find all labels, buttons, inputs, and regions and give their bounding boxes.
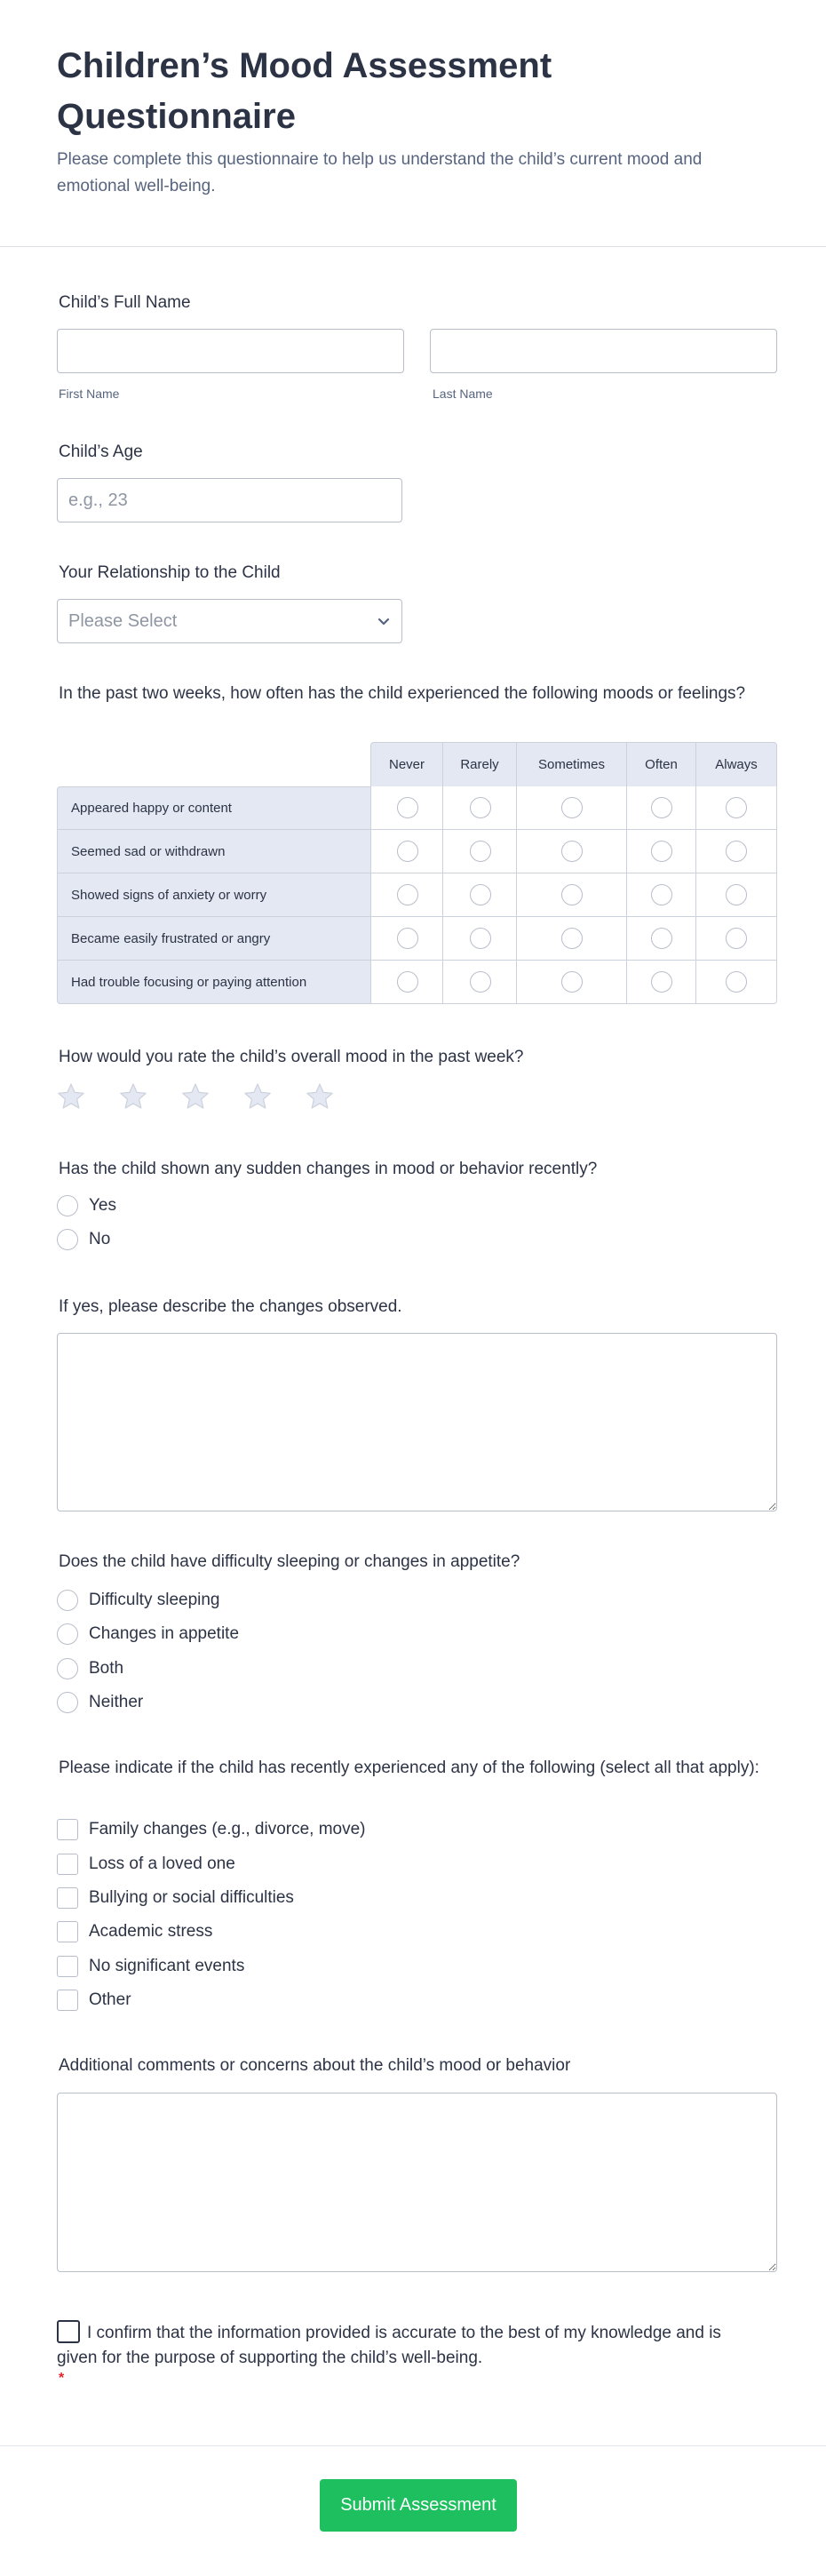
checkbox-no-events[interactable] xyxy=(57,1956,78,1977)
radio-both[interactable] xyxy=(57,1658,78,1679)
matrix-radio-focus-always[interactable] xyxy=(726,971,747,993)
relationship-selected-value: Please Select xyxy=(68,610,178,631)
footer-divider xyxy=(0,2445,826,2446)
checkbox-family-changes[interactable] xyxy=(57,1819,78,1840)
matrix-radio-anxiety-always[interactable] xyxy=(726,884,747,905)
checkbox-option-loss[interactable] xyxy=(57,1851,235,1878)
matrix-radio-sad-always[interactable] xyxy=(726,841,747,862)
matrix-radio-happy-never[interactable] xyxy=(397,797,418,818)
age-input[interactable] xyxy=(57,478,402,522)
experiences-question: Please indicate if the child has recently experienced any of the following (select all that apply): xyxy=(59,1759,759,1777)
matrix-col-always: Always xyxy=(695,742,777,786)
option-label: Bullying or social difficulties xyxy=(89,1888,294,1907)
last-name-input[interactable] xyxy=(430,329,777,373)
matrix-radio-focus-sometimes[interactable] xyxy=(561,971,583,993)
mood-matrix-question: In the past two weeks, how often has the child experienced the following moods or feelings? xyxy=(59,684,746,703)
matrix-row-label: Appeared happy or content xyxy=(57,786,370,830)
checkbox-bullying[interactable] xyxy=(57,1887,78,1909)
star-icon-2[interactable] xyxy=(119,1082,147,1111)
matrix-radio-happy-rarely[interactable] xyxy=(470,797,491,818)
relationship-label: Your Relationship to the Child xyxy=(59,563,281,582)
checkbox-option-no-events[interactable] xyxy=(57,1953,244,1980)
radio-changes-appetite[interactable] xyxy=(57,1623,78,1645)
matrix-radio-frustrated-often[interactable] xyxy=(651,928,672,949)
checkbox-option-academic-stress[interactable] xyxy=(57,1918,212,1945)
option-label: Neither xyxy=(89,1693,144,1711)
matrix-row-label: Had trouble focusing or paying attention xyxy=(57,961,370,1004)
option-label: Family changes (e.g., divorce, move) xyxy=(89,1820,366,1838)
checkbox-option-family-changes[interactable] xyxy=(57,1816,366,1843)
matrix-radio-focus-never[interactable] xyxy=(397,971,418,993)
checkbox-option-other[interactable] xyxy=(57,1987,131,2014)
checkbox-loss[interactable] xyxy=(57,1854,78,1875)
form-header xyxy=(0,0,826,247)
star-icon-1[interactable] xyxy=(57,1082,85,1111)
matrix-radio-focus-often[interactable] xyxy=(651,971,672,993)
matrix-radio-sad-rarely[interactable] xyxy=(470,841,491,862)
star-icon-5[interactable] xyxy=(306,1082,334,1111)
matrix-col-sometimes: Sometimes xyxy=(516,742,627,786)
matrix-radio-sad-often[interactable] xyxy=(651,841,672,862)
radio-neither[interactable] xyxy=(57,1692,78,1713)
matrix-radio-focus-rarely[interactable] xyxy=(470,971,491,993)
page-title: Children’s Mood Assessment Questionnaire xyxy=(57,46,552,136)
relationship-select[interactable] xyxy=(57,599,402,643)
describe-changes-label: If yes, please describe the changes observed. xyxy=(59,1297,402,1316)
radio-option-both[interactable] xyxy=(57,1655,123,1682)
radio-yes[interactable] xyxy=(57,1195,78,1216)
confirmation-text: I confirm that the information provided is accurate to the best of my knowledge and is given for the purpose of supporting the child’s well-being. xyxy=(57,2324,721,2367)
checkbox-academic-stress[interactable] xyxy=(57,1921,78,1942)
sleep-appetite-question: Does the child have difficulty sleeping or changes in appetite? xyxy=(59,1552,520,1571)
age-label: Child’s Age xyxy=(59,443,143,461)
radio-option-changes-appetite[interactable] xyxy=(57,1621,239,1647)
matrix-radio-sad-sometimes[interactable] xyxy=(561,841,583,862)
sudden-changes-question: Has the child shown any sudden changes in mood or behavior recently? xyxy=(59,1160,598,1178)
option-label: Academic stress xyxy=(89,1922,213,1941)
matrix-radio-frustrated-rarely[interactable] xyxy=(470,928,491,949)
matrix-radio-sad-never[interactable] xyxy=(397,841,418,862)
radio-no[interactable] xyxy=(57,1229,78,1250)
matrix-radio-frustrated-never[interactable] xyxy=(397,928,418,949)
matrix-radio-frustrated-always[interactable] xyxy=(726,928,747,949)
last-name-sublabel: Last Name xyxy=(433,387,493,401)
option-label: No xyxy=(89,1230,111,1248)
option-label: Both xyxy=(89,1659,124,1678)
matrix-radio-happy-often[interactable] xyxy=(651,797,672,818)
checkbox-other[interactable] xyxy=(57,1990,78,2011)
star-icon-3[interactable] xyxy=(181,1082,210,1111)
first-name-input[interactable] xyxy=(57,329,404,373)
comments-textarea[interactable] xyxy=(57,2093,777,2272)
matrix-col-never: Never xyxy=(370,742,443,786)
checkbox-option-bullying[interactable] xyxy=(57,1885,294,1911)
radio-option-neither[interactable] xyxy=(57,1689,143,1716)
matrix-radio-frustrated-sometimes[interactable] xyxy=(561,928,583,949)
option-label: No significant events xyxy=(89,1957,245,1975)
matrix-radio-anxiety-often[interactable] xyxy=(651,884,672,905)
confirmation-block xyxy=(57,2320,732,2371)
confirmation-checkbox[interactable] xyxy=(57,2320,80,2343)
option-label: Yes xyxy=(89,1196,116,1215)
matrix-row-label: Showed signs of anxiety or worry xyxy=(57,873,370,917)
radio-option-difficulty-sleeping[interactable] xyxy=(57,1587,220,1614)
chevron-down-icon xyxy=(377,614,391,628)
radio-option-yes[interactable] xyxy=(57,1192,116,1219)
matrix-radio-happy-always[interactable] xyxy=(726,797,747,818)
option-label: Difficulty sleeping xyxy=(89,1591,220,1609)
matrix-radio-anxiety-never[interactable] xyxy=(397,884,418,905)
option-label: Other xyxy=(89,1990,131,2009)
comments-label: Additional comments or concerns about the child’s mood or behavior xyxy=(59,2056,571,2075)
matrix-row-label: Became easily frustrated or angry xyxy=(57,917,370,961)
describe-changes-textarea[interactable] xyxy=(57,1333,777,1511)
star-rating xyxy=(57,1082,334,1111)
matrix-radio-anxiety-sometimes[interactable] xyxy=(561,884,583,905)
radio-difficulty-sleeping[interactable] xyxy=(57,1590,78,1611)
radio-option-no[interactable] xyxy=(57,1226,110,1253)
matrix-row-label: Seemed sad or withdrawn xyxy=(57,830,370,873)
first-name-sublabel: First Name xyxy=(59,387,120,401)
rating-question: How would you rate the child’s overall mood in the past week? xyxy=(59,1048,524,1066)
matrix-col-often: Often xyxy=(626,742,696,786)
submit-button[interactable]: Submit Assessment xyxy=(320,2479,517,2532)
required-marker: * xyxy=(59,2371,65,2386)
matrix-radio-anxiety-rarely[interactable] xyxy=(470,884,491,905)
option-label: Changes in appetite xyxy=(89,1624,240,1643)
matrix-radio-happy-sometimes[interactable] xyxy=(561,797,583,818)
option-label: Loss of a loved one xyxy=(89,1854,235,1873)
page-subtitle: Please complete this questionnaire to help us understand the child’s current mood and emotional well-being. xyxy=(57,150,703,195)
full-name-label: Child’s Full Name xyxy=(59,293,191,312)
star-icon-4[interactable] xyxy=(243,1082,272,1111)
matrix-col-rarely: Rarely xyxy=(442,742,517,786)
